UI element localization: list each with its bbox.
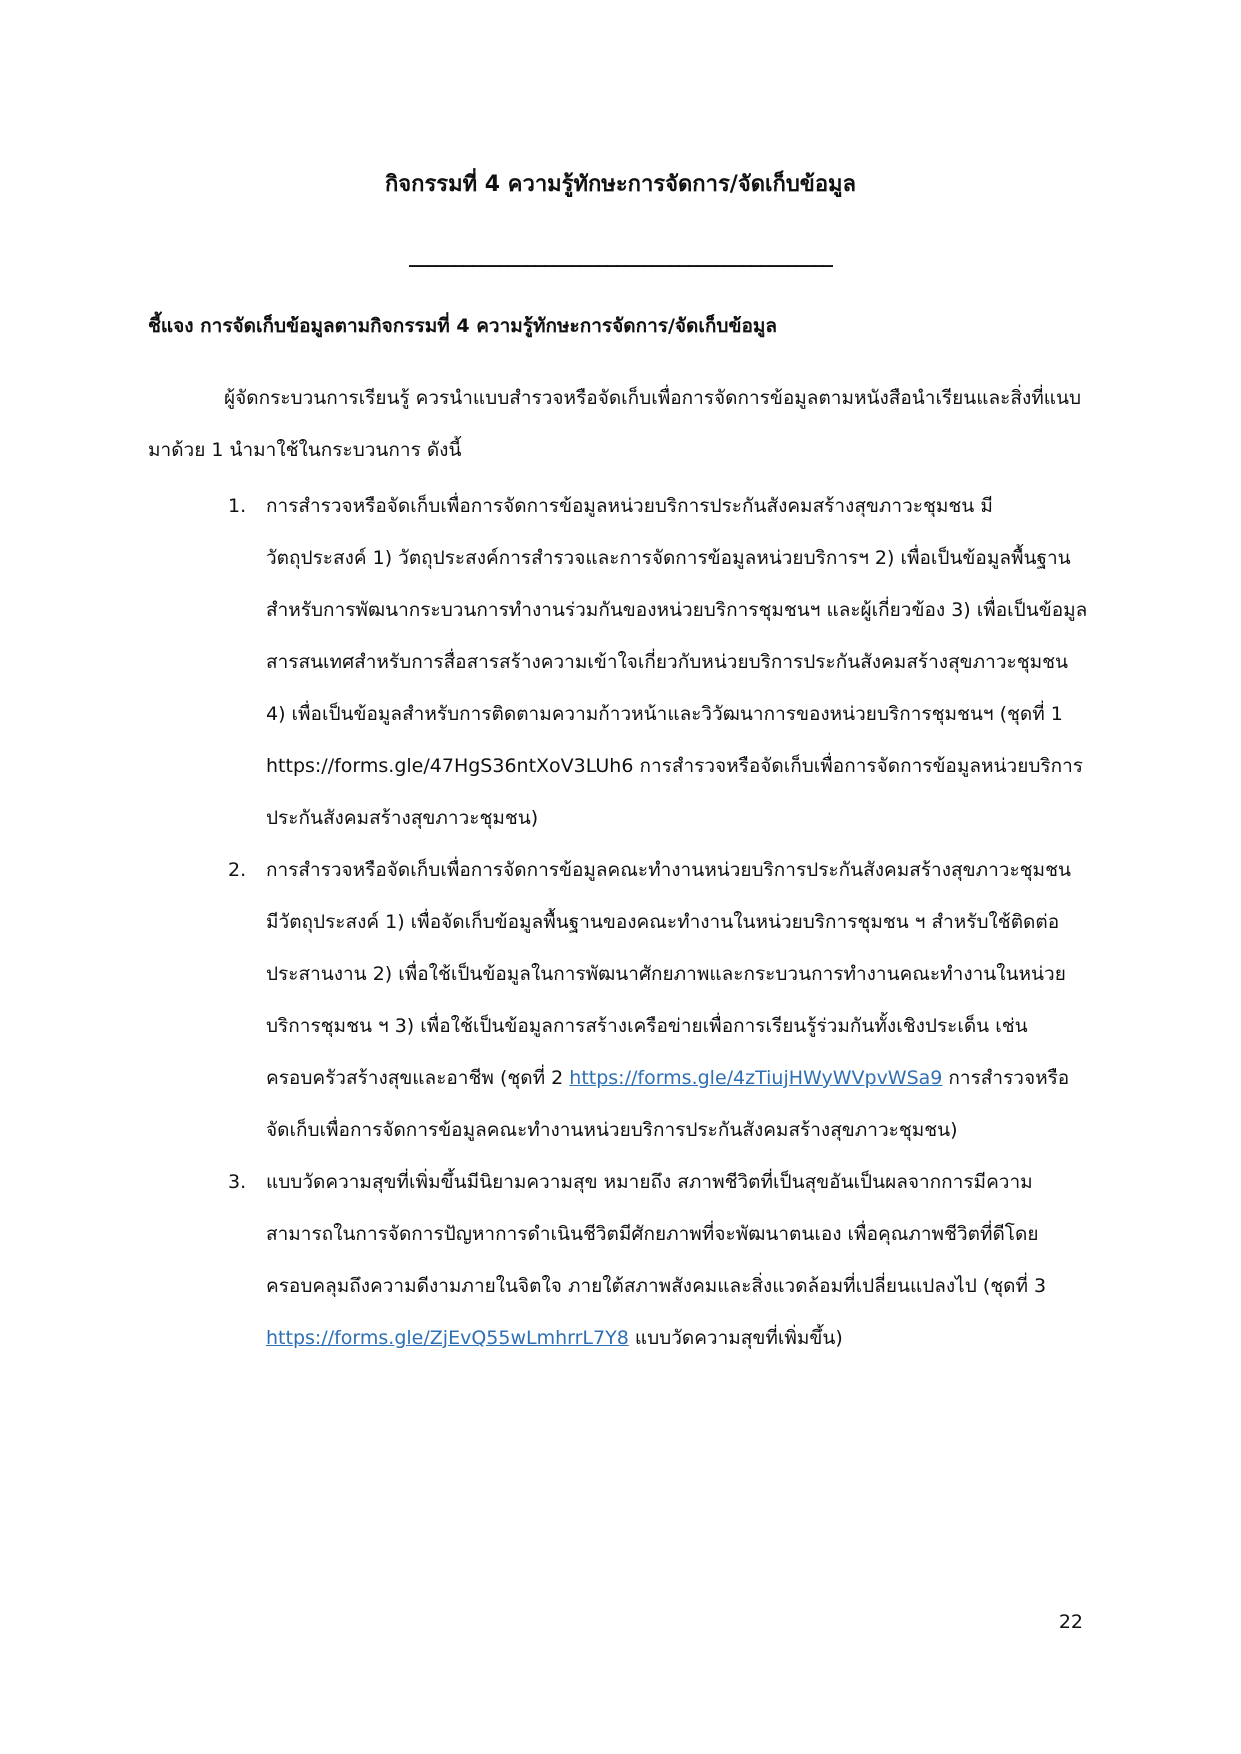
list-item	[228, 480, 1088, 844]
list-item-text: การสำรวจหรือจัดเก็บเพื่อการจัดการข้อมูลคณะทำงานหน่วยบริการประกันสังคมสร้างสุขภาวะชุมชน มีวัตถุประสงค์ 1) เพื่อจัดเก็บข้อมูลพื้นฐานของคณะทำงานในหน่วยบริการชุมชน ฯ สำหรับใช้ติดต่อประสานงาน 2) เพื่อใช้เป็นข้อมูลในการพัฒนาศักยภาพและกระบวนการทำงานคณะทำงานในหน่วยบริการชุมชน ฯ 3) เพื่อใช้เป็นข้อมูลการสร้างเครือข่ายเพื่อการเรียนรู้ร่วมกันทั้งเชิงประเด็น เช่น ครอบครัวสร้างสุขและอาชีพ (ชุดที่ 2	[266, 859, 1071, 1089]
title-divider: _______________________________________________	[409, 243, 832, 267]
activity-list	[228, 480, 1088, 1364]
section-heading: ชี้แจง การจัดเก็บข้อมูลตามกิจกรรมที่ 4 ความรู้ทักษะการจัดการ/จัดเก็บข้อมูล	[148, 315, 778, 337]
list-item-number: 2.	[228, 859, 247, 881]
list-item-text-after-link: แบบวัดความสุขที่เพิ่มขึ้น)	[628, 1327, 843, 1349]
form-link-set-3[interactable]: https://forms.gle/ZjEvQ55wLmhrrL7Y8	[266, 1327, 629, 1349]
list-item-text: การสำรวจหรือจัดเก็บเพื่อการจัดการข้อมูลหน่วยบริการประกันสังคมสร้างสุขภาวะชุมชน มีวัตถุประสงค์ 1) วัตถุประสงค์การสำรวจและการจัดการข้อมูลหน่วยบริการฯ 2) เพื่อเป็นข้อมูลพื้นฐานสำหรับการพัฒนากระบวนการทำงานร่วมกันของหน่วยบริการชุมชนฯ และผู้เกี่ยวข้อง 3) เพื่อเป็นข้อมูลสารสนเทศสำหรับการสื่อสารสร้างความเข้าใจเกี่ยวกับหน่วยบริการประกันสังคมสร้างสุขภาวะชุมชน 4) เพื่อเป็นข้อมูลสำหรับการติดตามความก้าวหน้าและวิวัฒนาการของหน่วยบริการชุมชนฯ (ชุดที่ 1 https://forms.gle/47HgS36ntXoV3LUh6 การสำรวจหรือจัดเก็บเพื่อการจัดการข้อมูลหน่วยบริการประกันสังคมสร้างสุขภาวะชุมชน)	[266, 495, 1088, 829]
list-item	[228, 844, 1088, 1156]
page-title: กิจกรรมที่ 4 ความรู้ทักษะการจัดการ/จัดเก็บข้อมูล	[384, 172, 857, 197]
list-item-number: 1.	[228, 495, 247, 517]
list-item-text-after-link: การสำรวจหรือจัดเก็บเพื่อการจัดการข้อมูลคณะทำงานหน่วยบริการประกันสังคมสร้างสุขภาวะชุมชน)	[266, 1067, 1070, 1141]
page-number: 22	[1058, 1611, 1083, 1633]
list-item-number: 3.	[228, 1171, 247, 1193]
list-item-text: แบบวัดความสุขที่เพิ่มขึ้นมีนิยามความสุข หมายถึง สภาพชีวิตที่เป็นสุขอันเป็นผลจากการมีความสามารถในการจัดการปัญหาการดำเนินชีวิตมีศักยภาพที่จะพัฒนาตนเอง เพื่อคุณภาพชีวิตที่ดีโดยครอบคลุมถึงความดีงามภายในจิตใจ ภายใต้สภาพสังคมและสิ่งแวดล้อมที่เปลี่ยนแปลงไป (ชุดที่ 3	[266, 1171, 1047, 1297]
list-item	[228, 1156, 1088, 1364]
form-link-set-2[interactable]: https://forms.gle/4zTiujHWyWVpvWSa9	[569, 1067, 943, 1089]
intro-paragraph: ผู้จัดกระบวนการเรียนรู้ ควรนำแบบสำรวจหรือจัดเก็บเพื่อการจัดการข้อมูลตามหนังสือนำเรียนและสิ่งที่แนบมาด้วย 1 นำมาใช้ในกระบวนการ ดังนี้	[148, 387, 1082, 461]
